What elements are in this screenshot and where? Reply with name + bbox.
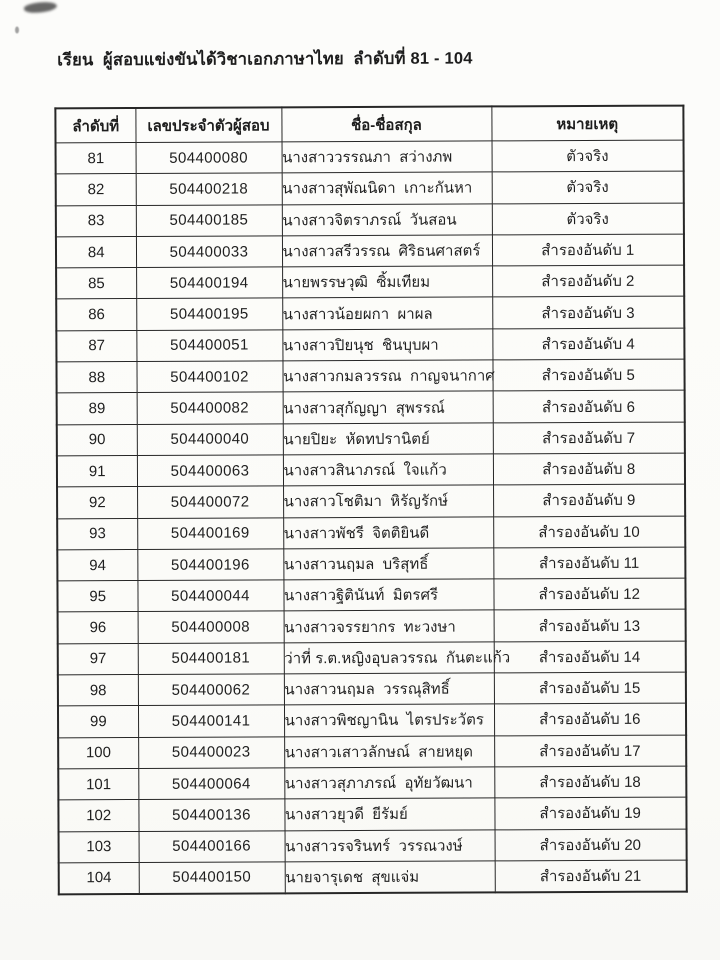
header-exam-id: เลขประจำตัวผู้สอบ: [135, 107, 281, 142]
cell-ordinal: 85: [56, 268, 136, 300]
cell-remark: สำรองอันดับ 19: [494, 797, 686, 829]
cell-name: นางสาวฐิตินันท์ มิตรศรี: [283, 579, 493, 611]
cell-name: ว่าที่ ร.ต.หญิงอุบลวรรณ กันตะแก้ว: [284, 642, 494, 674]
cell-name: นางสาวจิตราภรณ์ วันสอน: [282, 204, 492, 236]
table-row: [58, 672, 686, 706]
cell-name: นางสาวนฤมล วรรณุสิทธิ์: [284, 673, 494, 705]
cell-ordinal: 91: [57, 455, 137, 487]
cell-name: นายปิยะ หัดทปรานิตย์: [283, 423, 493, 455]
table-row: [56, 234, 684, 268]
cell-name: นายจารุเดช สุขแจ่ม: [285, 861, 495, 894]
candidates-table: [54, 105, 687, 896]
cell-remark: สำรองอันดับ 4: [492, 328, 684, 360]
cell-exam-id: 504400169: [137, 517, 283, 549]
table-row: [56, 328, 684, 362]
cell-name: นางสาวสรีวรรณ ศิริธนศาสตร์: [282, 235, 492, 267]
cell-ordinal: 81: [56, 142, 136, 174]
cell-remark: สำรองอันดับ 13: [494, 610, 686, 642]
cell-ordinal: 90: [57, 424, 137, 456]
cell-exam-id: 504400064: [138, 768, 284, 800]
photocopy-dot-icon: [15, 26, 19, 33]
cell-exam-id: 504400150: [139, 862, 285, 894]
cell-remark: สำรองอันดับ 12: [493, 578, 685, 610]
table-row: [56, 140, 684, 174]
cell-exam-id: 504400072: [137, 486, 283, 518]
cell-remark: สำรองอันดับ 7: [493, 422, 685, 454]
table-row: [59, 829, 687, 863]
table-row: [57, 484, 685, 518]
cell-ordinal: 86: [56, 299, 136, 331]
cell-name: นางสาวปิยนุช ชินบุบผา: [282, 329, 492, 361]
cell-remark: สำรองอันดับ 20: [495, 829, 687, 861]
cell-name: นางสาวพัชรี จิตติยินดี: [283, 516, 493, 548]
cell-exam-id: 504400185: [136, 204, 282, 236]
cell-name: นางสาวจรรยากร ทะวงษา: [284, 610, 494, 642]
cell-remark: สำรองอันดับ 9: [493, 484, 685, 516]
cell-remark: สำรองอันดับ 17: [494, 735, 686, 767]
cell-ordinal: 87: [56, 330, 136, 362]
cell-exam-id: 504400195: [136, 298, 282, 330]
cell-remark: สำรองอันดับ 8: [493, 453, 685, 485]
header-name: ชื่อ-ชื่อสกุล: [281, 106, 491, 141]
cell-remark: สำรองอันดับ 2: [492, 265, 684, 297]
cell-ordinal: 83: [56, 205, 136, 237]
table-row: [56, 297, 684, 331]
cell-name: นางสาวสินาภรณ์ ใจแก้ว: [283, 454, 493, 486]
cell-exam-id: 504400044: [137, 580, 283, 612]
cell-name: นางสาวกมลวรรณ กาญจนากาศ: [282, 360, 492, 392]
cell-ordinal: 99: [58, 706, 138, 738]
cell-exam-id: 504400080: [136, 142, 282, 174]
salutation-line: เรียน ผู้สอบแข่งขันได้วิชาเอกภาษาไทย ลำดับที่ 81 - 104: [57, 49, 473, 70]
cell-name: นางสาวนฤมล บริสุทธิ์: [283, 548, 493, 580]
cell-name: นายพรรษวุฒิ ซิ้มเทียม: [282, 266, 492, 298]
table-row: [57, 422, 685, 456]
cell-name: นางสาววรรณภา สว่างภพ: [282, 141, 492, 173]
cell-exam-id: 504400051: [136, 330, 282, 362]
cell-ordinal: 82: [56, 174, 136, 206]
cell-remark: สำรองอันดับ 18: [494, 766, 686, 798]
cell-ordinal: 97: [58, 643, 138, 675]
cell-ordinal: 103: [59, 831, 139, 863]
table-row: [56, 265, 684, 299]
cell-name: นางสาวสุภาภรณ์ อุทัยวัฒนา: [284, 767, 494, 799]
table-row: [57, 453, 685, 487]
cell-ordinal: 92: [57, 487, 137, 519]
header-ordinal: ลำดับที่: [55, 108, 135, 143]
table-row: [56, 359, 684, 393]
cell-exam-id: 504400141: [138, 705, 284, 737]
cell-remark: สำรองอันดับ 11: [493, 547, 685, 579]
cell-ordinal: 100: [58, 737, 138, 769]
table-row: [58, 703, 686, 737]
table-row: [57, 516, 685, 550]
table-row: [57, 547, 685, 581]
cell-ordinal: 104: [59, 862, 139, 894]
cell-name: นางสาวรจรินทร์ วรรณวงษ์: [285, 829, 495, 861]
cell-remark: สำรองอันดับ 3: [492, 297, 684, 329]
cell-remark: สำรองอันดับ 21: [495, 860, 687, 893]
cell-exam-id: 504400181: [138, 643, 284, 675]
cell-exam-id: 504400008: [138, 611, 284, 643]
cell-remark: สำรองอันดับ 16: [494, 703, 686, 735]
cell-remark: สำรองอันดับ 1: [492, 234, 684, 266]
cell-exam-id: 504400218: [136, 173, 282, 205]
cell-exam-id: 504400196: [137, 549, 283, 581]
cell-remark: สำรองอันดับ 15: [494, 672, 686, 704]
cell-ordinal: 95: [57, 581, 137, 613]
table-row: [59, 860, 687, 895]
table-row: [58, 610, 686, 644]
cell-name: นางสาวสุกัญญา สุพรรณ์: [283, 391, 493, 423]
cell-ordinal: 102: [58, 800, 138, 832]
table-row: [58, 735, 686, 769]
photocopy-smudge-icon: [23, 1, 57, 15]
cell-name: นางสาวเสาวลักษณ์ สายหยุด: [284, 736, 494, 768]
cell-exam-id: 504400194: [136, 267, 282, 299]
cell-ordinal: 98: [58, 675, 138, 707]
cell-name: นางสาวสุพัณนิดา เกาะกันหา: [282, 172, 492, 204]
cell-remark: สำรองอันดับ 5: [492, 359, 684, 391]
cell-remark: ตัวจริง: [492, 140, 684, 172]
cell-ordinal: 93: [57, 518, 137, 550]
table-row: [58, 797, 686, 831]
cell-remark: ตัวจริง: [492, 171, 684, 203]
cell-ordinal: 88: [56, 362, 136, 394]
cell-exam-id: 504400136: [138, 799, 284, 831]
table-header-row: [55, 106, 683, 143]
cell-name: นางสาวโชติมา หิรัญรักษ์: [283, 485, 493, 517]
cell-exam-id: 504400033: [136, 236, 282, 268]
cell-exam-id: 504400023: [138, 736, 284, 768]
cell-exam-id: 504400082: [137, 392, 283, 424]
results-table-body: [56, 140, 687, 894]
cell-name: นางสาวน้อยผกา ผาผล: [282, 297, 492, 329]
cell-exam-id: 504400063: [137, 455, 283, 487]
cell-remark: สำรองอันดับ 6: [493, 390, 685, 422]
cell-exam-id: 504400102: [136, 361, 282, 393]
table-row: [57, 390, 685, 424]
table-row: [58, 766, 686, 800]
cell-ordinal: 101: [58, 768, 138, 800]
header-remark: หมายเหตุ: [491, 106, 683, 141]
cell-ordinal: 84: [56, 236, 136, 268]
cell-ordinal: 89: [57, 393, 137, 425]
cell-exam-id: 504400062: [138, 674, 284, 706]
cell-ordinal: 96: [58, 612, 138, 644]
cell-exam-id: 504400166: [139, 830, 285, 862]
cell-ordinal: 94: [57, 549, 137, 581]
cell-remark: ตัวจริง: [492, 203, 684, 235]
table-row: [56, 171, 684, 205]
cell-remark: สำรองอันดับ 10: [493, 516, 685, 548]
table-row: [58, 641, 686, 675]
cell-name: นางสาวยุวดี ยีรัมย์: [284, 798, 494, 830]
cell-remark: สำรองอันดับ 14: [494, 641, 686, 673]
cell-name: นางสาวพิชญานิน ไตรประวัตร: [284, 704, 494, 736]
table-row: [57, 578, 685, 612]
table-row: [56, 203, 684, 237]
cell-exam-id: 504400040: [137, 424, 283, 456]
